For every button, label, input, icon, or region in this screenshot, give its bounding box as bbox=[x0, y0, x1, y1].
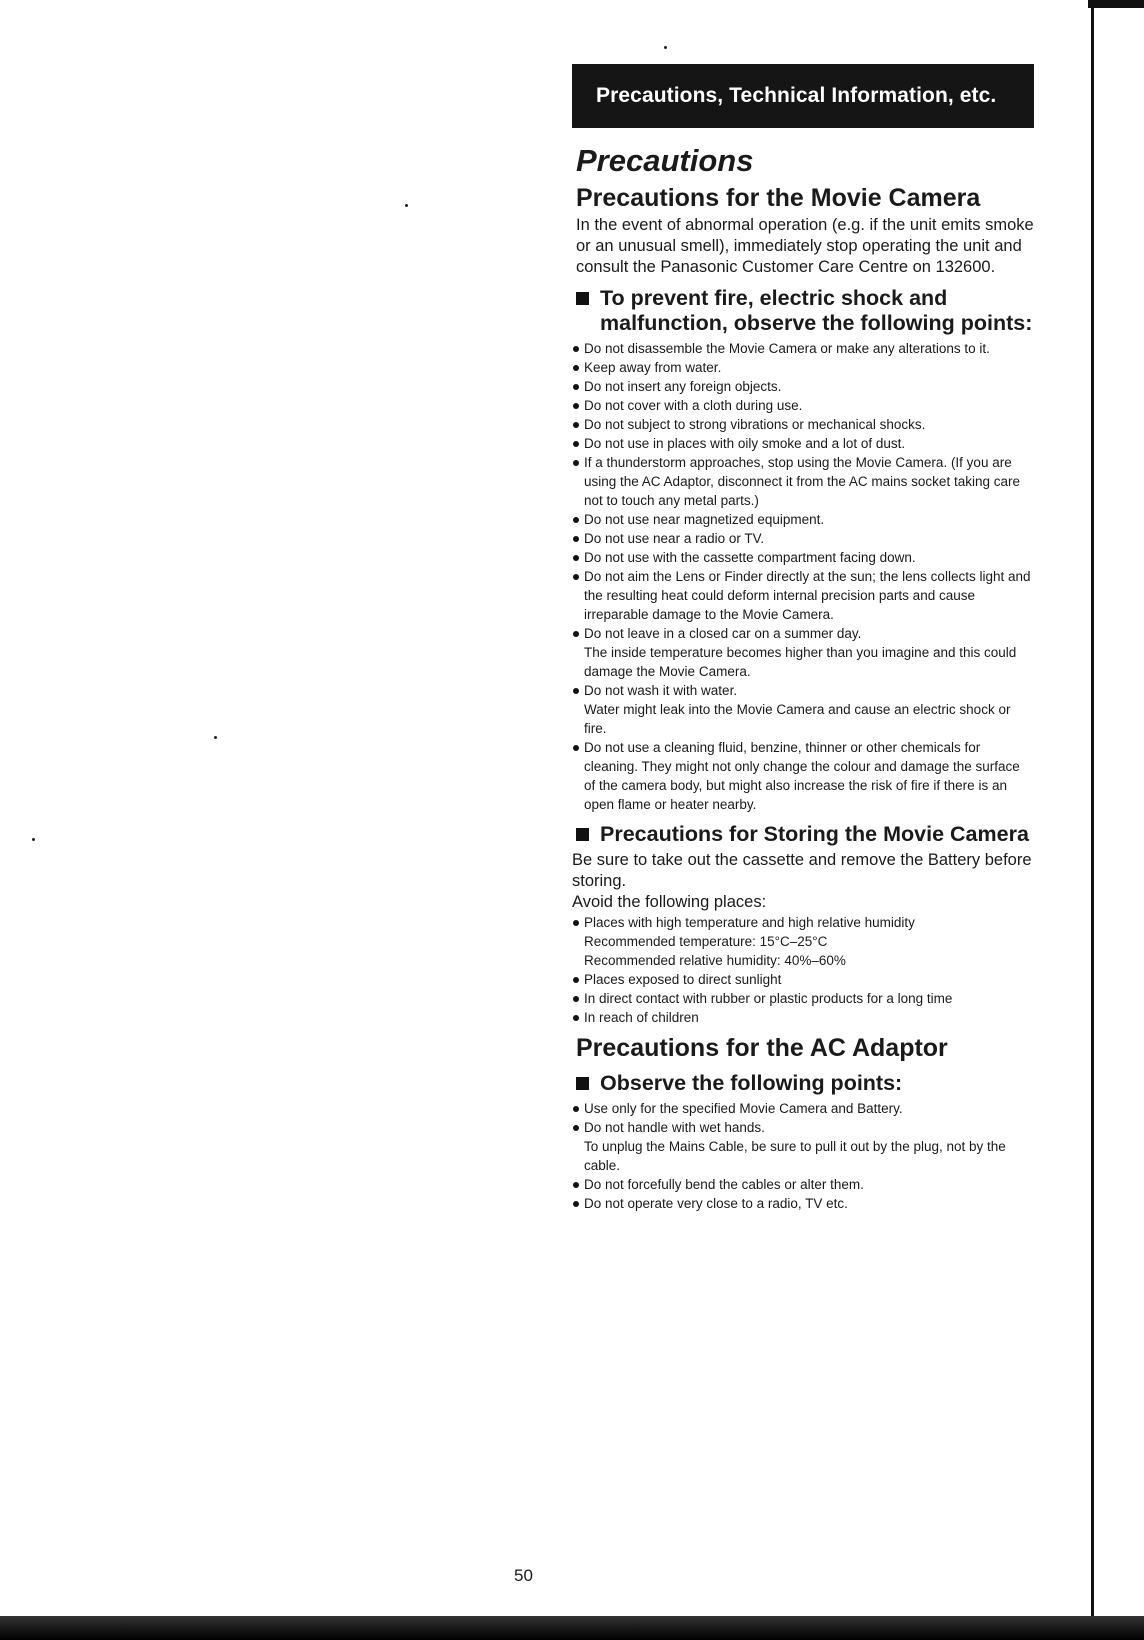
scan-edge-bottom bbox=[0, 1616, 1144, 1640]
list-item-text: Do not subject to strong vibrations or mechanical shocks. bbox=[584, 417, 926, 433]
ac-adaptor-heading: Precautions for the AC Adaptor bbox=[576, 1034, 948, 1063]
list-item bbox=[572, 510, 1034, 529]
list-item bbox=[572, 1099, 1034, 1118]
content-column bbox=[572, 64, 1034, 1213]
list-item-text: Do not operate very close to a radio, TV etc. bbox=[584, 1196, 848, 1212]
scan-edge-right bbox=[1091, 0, 1094, 1620]
list-item-text: Do not insert any foreign objects. bbox=[584, 379, 782, 395]
list-item bbox=[572, 624, 1034, 681]
bullet-dot-icon bbox=[573, 1125, 579, 1131]
bullet-dot-icon bbox=[573, 688, 579, 694]
bullet-dot-icon bbox=[573, 1015, 579, 1021]
list-item bbox=[572, 913, 1034, 970]
bullet-dot-icon bbox=[573, 745, 579, 751]
list-item-text: If a thunderstorm approaches, stop using the Movie Camera. (If you are using the AC Adaptor, disconnect it from the AC mains socket taking care not to touch any metal parts.) bbox=[584, 455, 1020, 509]
list-item bbox=[572, 970, 1034, 989]
list-item bbox=[572, 1175, 1034, 1194]
observe-heading-text: Observe the following points: bbox=[600, 1071, 903, 1096]
storing-heading bbox=[576, 822, 1034, 847]
list-item bbox=[572, 529, 1034, 548]
observe-heading bbox=[576, 1071, 1034, 1096]
movie-camera-intro: In the event of abnormal operation (e.g. if the unit emits smoke or an unusual smell), immediately stop operating the unit and consult the Panasonic Customer Care Centre on 132600. bbox=[576, 216, 1034, 277]
list-item-note: Water might leak into the Movie Camera and cause an electric shock or fire. bbox=[584, 702, 1011, 737]
bullet-dot-icon bbox=[573, 346, 579, 352]
bullet-dot-icon bbox=[573, 555, 579, 561]
list-item-text: Do not use near a radio or TV. bbox=[584, 531, 765, 547]
list-item-text: Do not aim the Lens or Finder directly at the sun; the lens collects light and the resulting heat could deform internal precision parts and cause irreparable damage to the Movie Camera. bbox=[584, 569, 1031, 623]
list-item bbox=[572, 1118, 1034, 1175]
bullet-dot-icon bbox=[573, 574, 579, 580]
square-bullet-icon bbox=[576, 1077, 589, 1090]
bullet-dot-icon bbox=[573, 384, 579, 390]
list-item-text: Do not use a cleaning fluid, benzine, thinner or other chemicals for cleaning. They might not only change the colour and damage the surface of the camera body, but might also increase the risk of fire if there is an open flame or heater nearby. bbox=[584, 740, 1020, 813]
prevent-heading bbox=[576, 286, 1034, 336]
bullet-dot-icon bbox=[573, 441, 579, 447]
list-item bbox=[572, 434, 1034, 453]
page-number: 50 bbox=[514, 1566, 533, 1585]
list-item bbox=[572, 989, 1034, 1008]
list-item bbox=[572, 1194, 1034, 1213]
bullet-dot-icon bbox=[573, 460, 579, 466]
list-item-text: Use only for the specified Movie Camera and Battery. bbox=[584, 1101, 903, 1117]
bullet-dot-icon bbox=[573, 1106, 579, 1112]
list-item-note: Recommended relative humidity: 40%–60% bbox=[584, 953, 846, 969]
list-item bbox=[572, 339, 1034, 358]
list-item bbox=[572, 681, 1034, 738]
list-item bbox=[572, 396, 1034, 415]
scan-edge-top bbox=[1088, 0, 1144, 8]
list-item-text: Do not handle with wet hands. bbox=[584, 1120, 765, 1136]
storing-list bbox=[572, 913, 1034, 1027]
list-item-text: Do not disassemble the Movie Camera or make any alterations to it. bbox=[584, 341, 990, 357]
list-item bbox=[572, 1008, 1034, 1027]
storing-line-2: Avoid the following places: bbox=[572, 893, 767, 912]
list-item bbox=[572, 377, 1034, 396]
list-item-text: In direct contact with rubber or plastic products for a long time bbox=[584, 991, 953, 1007]
bullet-dot-icon bbox=[573, 996, 579, 1002]
bullet-dot-icon bbox=[573, 403, 579, 409]
bullet-dot-icon bbox=[573, 422, 579, 428]
list-item bbox=[572, 567, 1034, 624]
scan-speck bbox=[214, 736, 217, 739]
bullet-dot-icon bbox=[573, 1182, 579, 1188]
list-item-text: Do not use near magnetized equipment. bbox=[584, 512, 825, 528]
list-item-note: The inside temperature becomes higher than you imagine and this could damage the Movie Camera. bbox=[584, 645, 1017, 680]
scan-speck bbox=[405, 204, 408, 207]
list-item bbox=[572, 738, 1034, 814]
scan-speck bbox=[32, 838, 35, 841]
square-bullet-icon bbox=[576, 292, 589, 305]
prevent-heading-text: To prevent fire, electric shock and malfunction, observe the following points: bbox=[600, 286, 1033, 336]
bullet-dot-icon bbox=[573, 1201, 579, 1207]
bullet-dot-icon bbox=[573, 631, 579, 637]
bullet-dot-icon bbox=[573, 517, 579, 523]
list-item-text: Do not cover with a cloth during use. bbox=[584, 398, 803, 414]
list-item-text: Do not leave in a closed car on a summer day. bbox=[584, 626, 862, 642]
section-banner-title: Precautions, Technical Information, etc. bbox=[596, 84, 997, 107]
section-banner bbox=[572, 64, 1034, 128]
bullet-dot-icon bbox=[573, 536, 579, 542]
list-item-text: Do not wash it with water. bbox=[584, 683, 738, 699]
list-item-text: Places exposed to direct sunlight bbox=[584, 972, 782, 988]
storing-heading-text: Precautions for Storing the Movie Camera bbox=[600, 822, 1029, 847]
observe-list bbox=[572, 1099, 1034, 1213]
list-item bbox=[572, 453, 1034, 510]
square-bullet-icon bbox=[576, 828, 589, 841]
list-item-text: In reach of children bbox=[584, 1010, 699, 1026]
prevent-list bbox=[572, 339, 1034, 814]
list-item-text: Places with high temperature and high relative humidity bbox=[584, 915, 915, 931]
page-title: Precautions bbox=[576, 143, 754, 178]
list-item-text: Keep away from water. bbox=[584, 360, 722, 376]
list-item-note: To unplug the Mains Cable, be sure to pull it out by the plug, not by the cable. bbox=[584, 1139, 1006, 1174]
list-item bbox=[572, 415, 1034, 434]
bullet-dot-icon bbox=[573, 920, 579, 926]
list-item bbox=[572, 548, 1034, 567]
movie-camera-heading: Precautions for the Movie Camera bbox=[576, 184, 981, 213]
list-item-text: Do not use in places with oily smoke and a lot of dust. bbox=[584, 436, 906, 452]
list-item bbox=[572, 358, 1034, 377]
scan-speck bbox=[664, 46, 667, 49]
storing-line-1: Be sure to take out the cassette and remove the Battery before storing. bbox=[572, 851, 1032, 891]
list-item-text: Do not forcefully bend the cables or alter them. bbox=[584, 1177, 864, 1193]
bullet-dot-icon bbox=[573, 977, 579, 983]
bullet-dot-icon bbox=[573, 365, 579, 371]
list-item-note: Recommended temperature: 15°C–25°C bbox=[584, 934, 828, 950]
list-item-text: Do not use with the cassette compartment facing down. bbox=[584, 550, 916, 566]
